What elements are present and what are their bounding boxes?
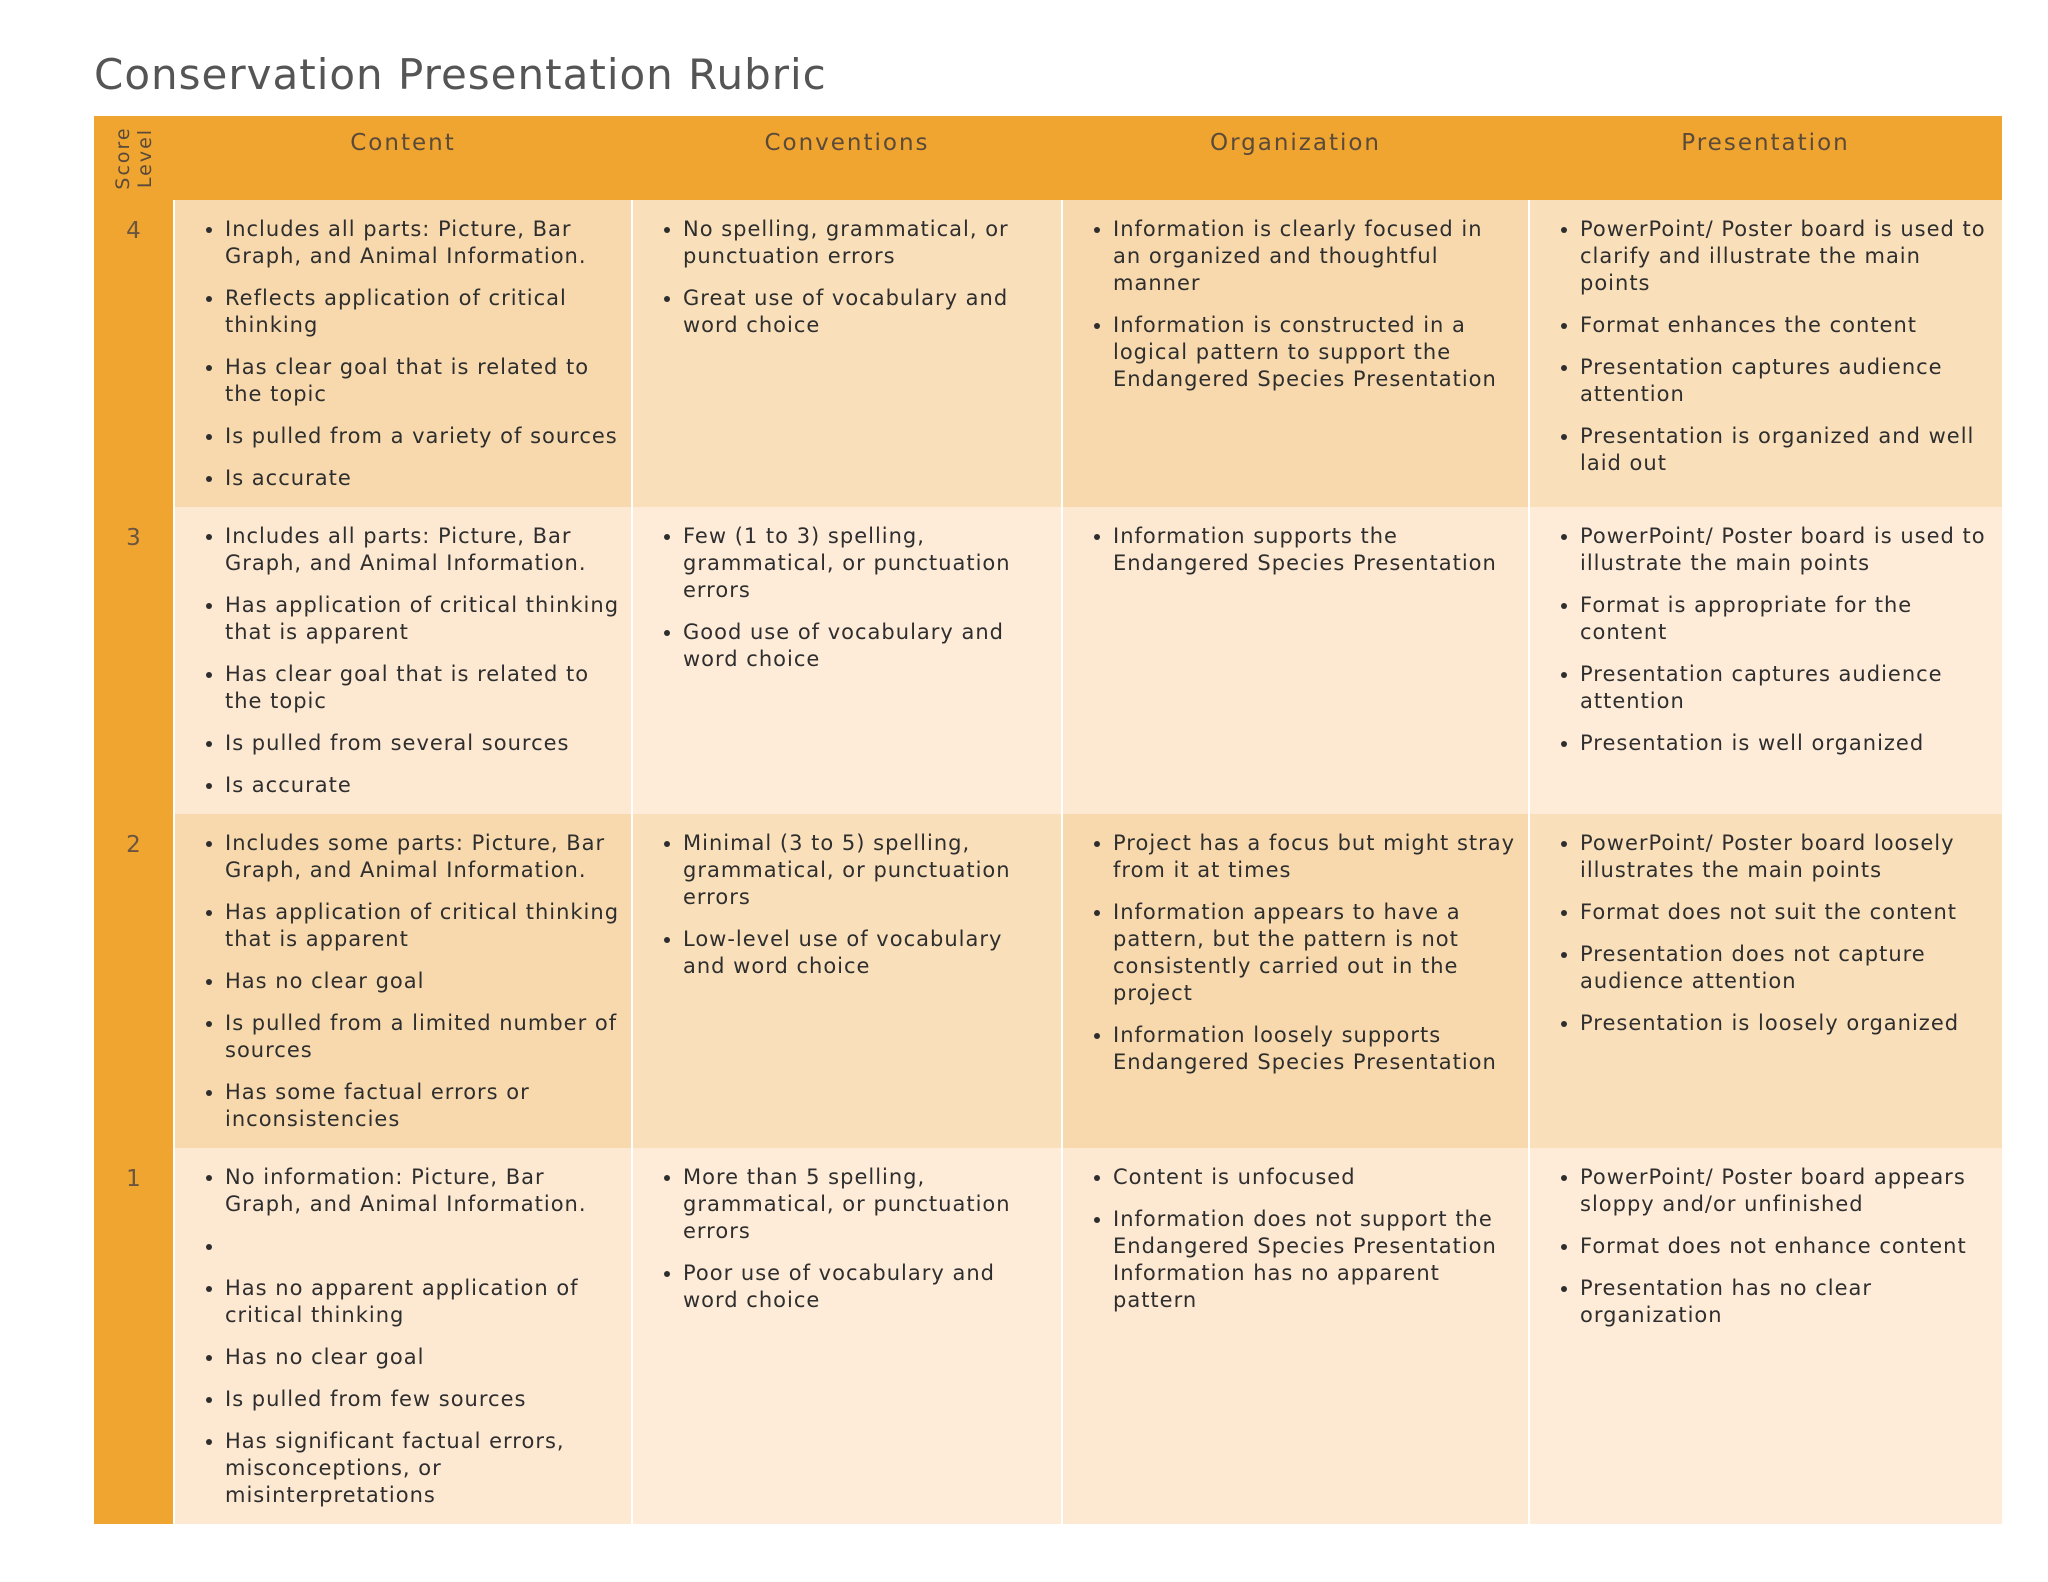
- criterion-item: • Great use of vocabulary and word choice: [683, 285, 1051, 339]
- criterion-item: • Content is unfocused: [1113, 1164, 1518, 1191]
- criterion-item-empty: [225, 1233, 621, 1260]
- criterion-item: • Has clear goal that is related to the topic: [225, 354, 621, 408]
- criterion-item: • Minimal (3 to 5) spelling, grammatical, or punctuation errors: [683, 830, 1051, 911]
- criterion-item: • Is pulled from few sources: [225, 1386, 621, 1413]
- criterion-item: • No spelling, grammatical, or punctuation errors: [683, 216, 1051, 270]
- criterion-item: • Format is appropriate for the content: [1580, 592, 1992, 646]
- criterion-item: • Poor use of vocabulary and word choice: [683, 1260, 1051, 1314]
- criterion-item: • Presentation has no clear organization: [1580, 1275, 1992, 1329]
- score-cell: 2: [94, 814, 174, 1148]
- criterion-item: • Presentation is well organized: [1580, 730, 1992, 757]
- column-header-conventions: Conventions: [632, 116, 1062, 200]
- criterion-item: • Presentation does not capture audience attention: [1580, 941, 1992, 995]
- organization-cell: [1062, 200, 1529, 507]
- presentation-cell: [1529, 507, 2002, 814]
- page-title: Conservation Presentation Rubric: [94, 50, 827, 99]
- criterion-item: • Has significant factual errors, misconceptions, or misinterpretations: [225, 1428, 621, 1509]
- column-header-presentation: Presentation: [1529, 116, 2002, 200]
- criterion-item: • PowerPoint/ Poster board loosely illustrates the main points: [1580, 830, 1992, 884]
- criterion-item: • Information appears to have a pattern, but the pattern is not consistently carried out in the project: [1113, 899, 1518, 1007]
- conventions-cell: [632, 200, 1062, 507]
- criterion-item: • Information loosely supports Endangered Species Presentation: [1113, 1022, 1518, 1076]
- criterion-item: • Format does not suit the content: [1580, 899, 1992, 926]
- score-cell: 4: [94, 200, 174, 507]
- rubric-row-3: [94, 507, 2002, 814]
- criterion-item: • Information is clearly focused in an organized and thoughtful manner: [1113, 216, 1518, 297]
- rubric-row-4: [94, 200, 2002, 507]
- score-cell: 1: [94, 1148, 174, 1524]
- criterion-item: • Reflects application of critical thinking: [225, 285, 621, 339]
- organization-cell: [1062, 814, 1529, 1148]
- conventions-cell: [632, 1148, 1062, 1524]
- score-label-line1: Score: [112, 126, 134, 190]
- criterion-item: • Includes all parts: Picture, Bar Graph, and Animal Information.: [225, 216, 621, 270]
- column-header-organization: Organization: [1062, 116, 1529, 200]
- score-cell: 3: [94, 507, 174, 814]
- criterion-item: • PowerPoint/ Poster board is used to clarify and illustrate the main points: [1580, 216, 1992, 297]
- criterion-item: • Good use of vocabulary and word choice: [683, 619, 1051, 673]
- criterion-item: • Is accurate: [225, 772, 621, 799]
- organization-cell: [1062, 507, 1529, 814]
- criterion-item: • Presentation is loosely organized: [1580, 1010, 1992, 1037]
- criterion-item: • Is pulled from a variety of sources: [225, 423, 621, 450]
- criterion-item: • Presentation is organized and well laid out: [1580, 423, 1992, 477]
- criterion-item: • Includes some parts: Picture, Bar Graph, and Animal Information.: [225, 830, 621, 884]
- criterion-item: • Presentation captures audience attention: [1580, 661, 1992, 715]
- criterion-item: • Is pulled from several sources: [225, 730, 621, 757]
- criterion-item: • Few (1 to 3) spelling, grammatical, or punctuation errors: [683, 523, 1051, 604]
- criterion-item: • Has application of critical thinking that is apparent: [225, 592, 621, 646]
- presentation-cell: [1529, 200, 2002, 507]
- criterion-item: • Has no clear goal: [225, 1344, 621, 1371]
- rubric-row-1: [94, 1148, 2002, 1524]
- score-label-line2: Level: [134, 127, 156, 189]
- criterion-item: • PowerPoint/ Poster board is used to illustrate the main points: [1580, 523, 1992, 577]
- rubric-row-2: [94, 814, 2002, 1148]
- criterion-item: • PowerPoint/ Poster board appears sloppy and/or unfinished: [1580, 1164, 1992, 1218]
- criterion-item: • More than 5 spelling, grammatical, or punctuation errors: [683, 1164, 1051, 1245]
- criterion-item: • Has some factual errors or inconsistencies: [225, 1079, 621, 1133]
- column-header-content: Content: [174, 116, 632, 200]
- criterion-item: • Presentation captures audience attention: [1580, 354, 1992, 408]
- content-cell: [174, 1148, 632, 1524]
- rubric-table: [94, 116, 2002, 1524]
- content-cell: [174, 814, 632, 1148]
- criterion-item: • Has application of critical thinking that is apparent: [225, 899, 621, 953]
- organization-cell: [1062, 1148, 1529, 1524]
- conventions-cell: [632, 814, 1062, 1148]
- criterion-item: • Has clear goal that is related to the topic: [225, 661, 621, 715]
- criterion-item: • Information supports the Endangered Species Presentation: [1113, 523, 1518, 577]
- criterion-item: • Project has a focus but might stray from it at times: [1113, 830, 1518, 884]
- criterion-item: • Includes all parts: Picture, Bar Graph, and Animal Information.: [225, 523, 621, 577]
- criterion-item: • Format enhances the content: [1580, 312, 1992, 339]
- conventions-cell: [632, 507, 1062, 814]
- content-cell: [174, 200, 632, 507]
- criterion-item: • Has no apparent application of critical thinking: [225, 1275, 621, 1329]
- criterion-item: • Is accurate: [225, 465, 621, 492]
- presentation-cell: [1529, 814, 2002, 1148]
- criterion-item: • Is pulled from a limited number of sources: [225, 1010, 621, 1064]
- criterion-item: • Information is constructed in a logical pattern to support the Endangered Species Presentation: [1113, 312, 1518, 393]
- presentation-cell: [1529, 1148, 2002, 1524]
- header-row: [94, 116, 2002, 200]
- criterion-item: • Low-level use of vocabulary and word choice: [683, 926, 1051, 980]
- criterion-item: • Information does not support the Endangered Species Presentation Information has no apparent pattern: [1113, 1206, 1518, 1314]
- criterion-item: • Format does not enhance content: [1580, 1233, 1992, 1260]
- content-cell: [174, 507, 632, 814]
- score-level-header: [94, 116, 174, 200]
- criterion-item: • No information: Picture, Bar Graph, and Animal Information.: [225, 1164, 621, 1218]
- criterion-item: • Has no clear goal: [225, 968, 621, 995]
